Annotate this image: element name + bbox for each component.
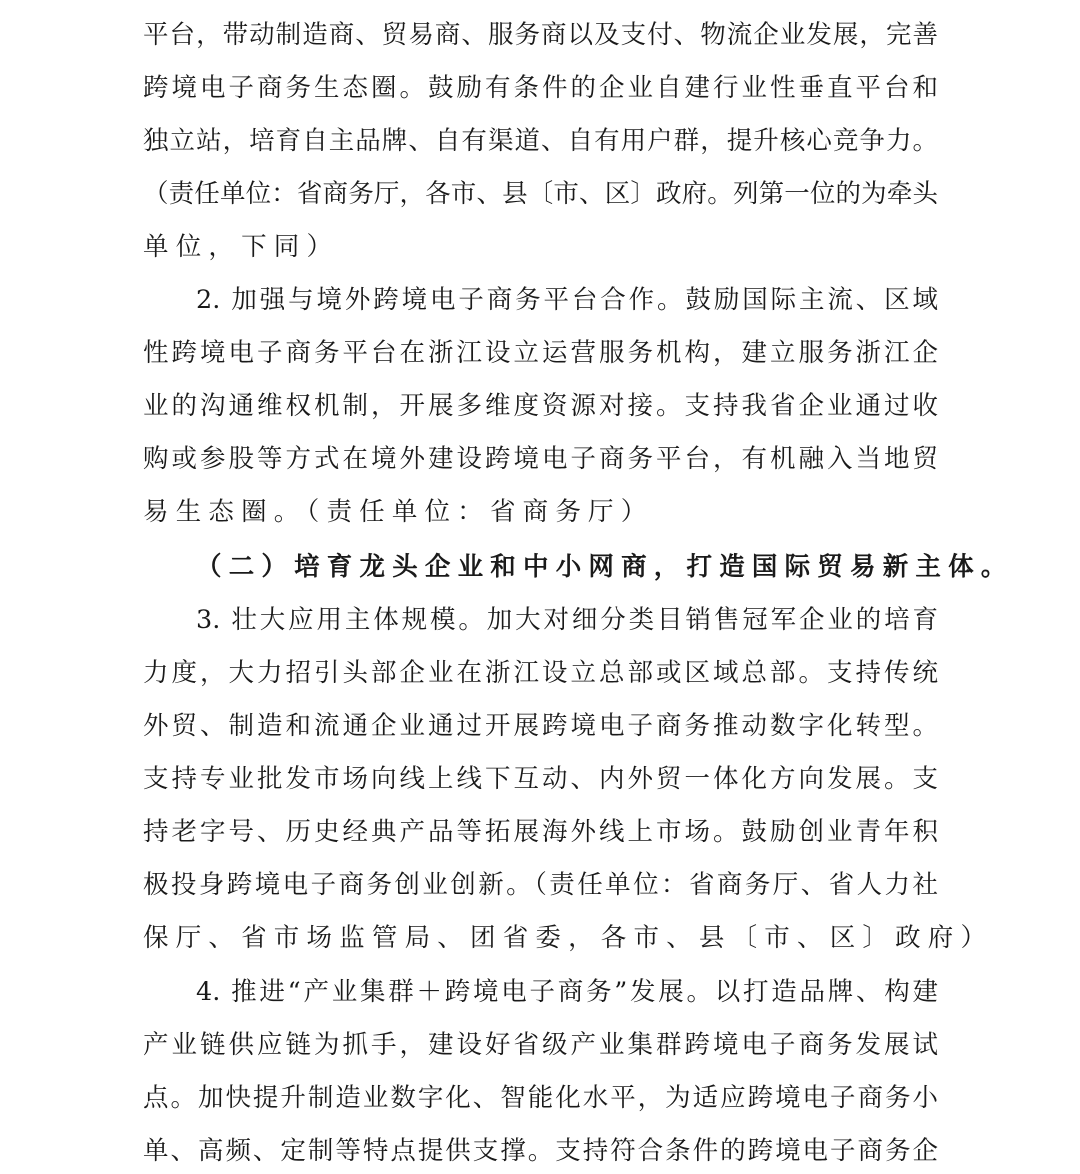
section-heading: （二）培育龙头企业和中小网商，打造国际贸易新主体。 (196, 552, 1014, 582)
paragraph-heading: 4. 推进“产业集群＋跨境电子商务”发展。以打造品牌、构建 (196, 977, 938, 1007)
paragraph-heading: 3. 壮大应用主体规模。加大对细分类目销售冠军企业的培育 (196, 605, 938, 635)
text-line: 力度，大力招引头部企业在浙江设立总部或区域总部。支持传统 (143, 658, 938, 688)
text-line: 业的沟通维权机制，开展多维度资源对接。支持我省企业通过收 (143, 391, 938, 421)
text-line: 持老字号、历史经典产品等拓展海外线上市场。鼓励创业青年积 (143, 817, 938, 847)
text-line: 独立站，培育自主品牌、自有渠道、自有用户群，提升核心竞争力。 (143, 126, 938, 156)
text-line: 极投身跨境电子商务创业创新。（责任单位：省商务厅、省人力社 (143, 870, 938, 900)
text-line: 平台，带动制造商、贸易商、服务商以及支付、物流企业发展，完善 (143, 20, 938, 50)
text-line: （责任单位：省商务厅，各市、县〔市、区〕政府。列第一位的为牵头 (143, 179, 938, 209)
text-line: 性跨境电子商务平台在浙江设立运营服务机构，建立服务浙江企 (143, 338, 938, 368)
text-line: 保厅、省市场监管局、团省委，各市、县〔市、区〕政府） (143, 923, 994, 953)
text-line: 易生态圈。（责任单位：省商务厅） (143, 497, 654, 527)
text-line: 外贸、制造和流通企业通过开展跨境电子商务推动数字化转型。 (143, 711, 938, 741)
text-line: 单、高频、定制等特点提供支撑。支持符合条件的跨境电子商务企 (143, 1136, 938, 1166)
paragraph-heading: 2. 加强与境外跨境电子商务平台合作。鼓励国际主流、区域 (196, 285, 938, 315)
text-line: 购或参股等方式在境外建设跨境电子商务平台，有机融入当地贸 (143, 444, 938, 474)
text-line: 产业链供应链为抓手，建设好省级产业集群跨境电子商务发展试 (143, 1030, 938, 1060)
text-line: 单位，下同） (143, 232, 340, 262)
text-line: 跨境电子商务生态圈。鼓励有条件的企业自建行业性垂直平台和 (143, 73, 938, 103)
text-line: 支持专业批发市场向线上线下互动、内外贸一体化方向发展。支 (143, 764, 938, 794)
text-line: 点。加快提升制造业数字化、智能化水平，为适应跨境电子商务小 (143, 1083, 938, 1113)
